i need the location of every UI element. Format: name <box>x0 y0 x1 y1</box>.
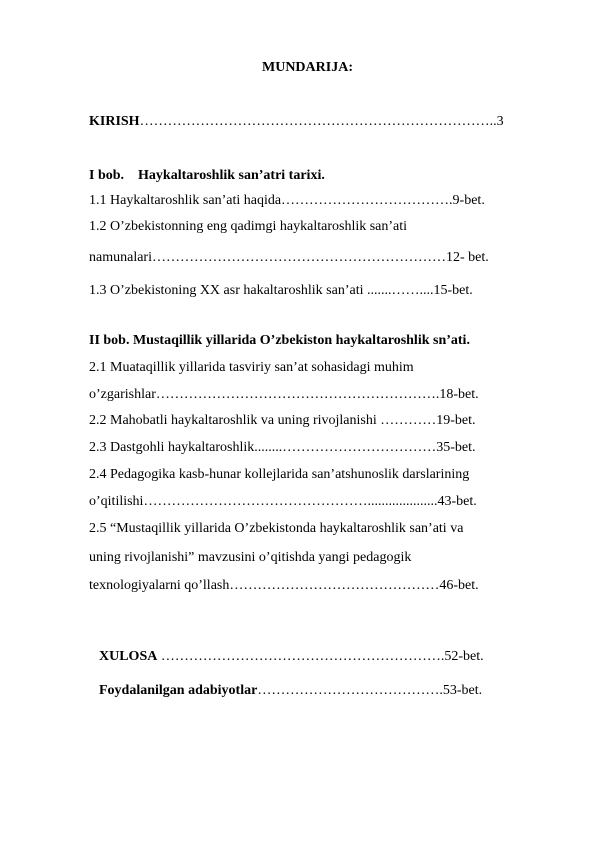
chapter1-heading <box>89 168 325 184</box>
toc-entry-conclusion <box>99 649 484 665</box>
chapter2-heading: II bob. Mustaqillik yillarida O’zbekiston haykaltaroshlik sn’ati. <box>89 333 470 348</box>
toc-entry-2-5-line3: texnologiyalarni qo’llash………………………………………46-bet. <box>89 578 479 593</box>
toc-entry-1-2-line1: 1.2 O’zbekistonning eng qadimgi haykaltaroshlik san’ati <box>89 219 408 234</box>
toc-entry-2-1-line2: o’zgarishlar…………………………………………………….18-bet. <box>89 387 479 402</box>
toc-entry-2-4-line2: o’qitilishi…………………………………………....................43-bet. <box>89 494 477 509</box>
references-label: Foydalanilgan adabiyotlar <box>99 683 258 698</box>
toc-entry-1-1: 1.1 Haykaltaroshlik san’ati haqida……………………………….9-bet. <box>89 193 485 208</box>
conclusion-label: XULOSA <box>99 649 158 664</box>
toc-entry-1-2-line2: namunalari………………………………………………………12- bet. <box>89 250 489 265</box>
toc-entry-2-5-line1: 2.5 “Mustaqillik yillarida O’zbekistonda haykaltaroshlik san’ati va <box>89 521 464 536</box>
intro-label: KIRISH <box>89 114 140 129</box>
toc-entry-intro <box>89 114 504 130</box>
toc-entry-2-2: 2.2 Mahobatli haykaltaroshlik va uning rivojlanishi …………19-bet. <box>89 413 476 428</box>
toc-entry-2-4-line1: 2.4 Pedagogika kasb-hunar kollejlarida san’atshunoslik darslarining <box>89 467 470 482</box>
toc-entry-2-3: 2.3 Dastgohli haykaltaroshlik........……………………………35-bet. <box>89 440 476 455</box>
intro-page: 3 <box>496 114 504 129</box>
conclusion-rest: …………………………………………………….52-bet. <box>157 649 484 664</box>
references-rest: ………………………………….53-bet. <box>257 683 483 698</box>
chapter1-heading-title: Haykaltaroshlik san’atri tarixi. <box>138 168 325 183</box>
intro-leader: ………………………………………………………………….. <box>139 114 497 129</box>
toc-entry-2-5-line2: uning rivojlanishi” mavzusini o’qitishda yangi pedagogik <box>89 550 412 565</box>
toc-entry-references <box>99 683 482 699</box>
toc-entry-1-3: 1.3 O’zbekistoning XX asr hakaltaroshlik san’ati .......……....15-bet. <box>89 283 473 298</box>
chapter1-heading-prefix: I bob. <box>89 168 125 183</box>
page-title: MUNDARIJA: <box>262 60 353 75</box>
toc-entry-2-1-line1: 2.1 Muataqillik yillarida tasviriy san’at sohasidagi muhim <box>89 360 414 375</box>
